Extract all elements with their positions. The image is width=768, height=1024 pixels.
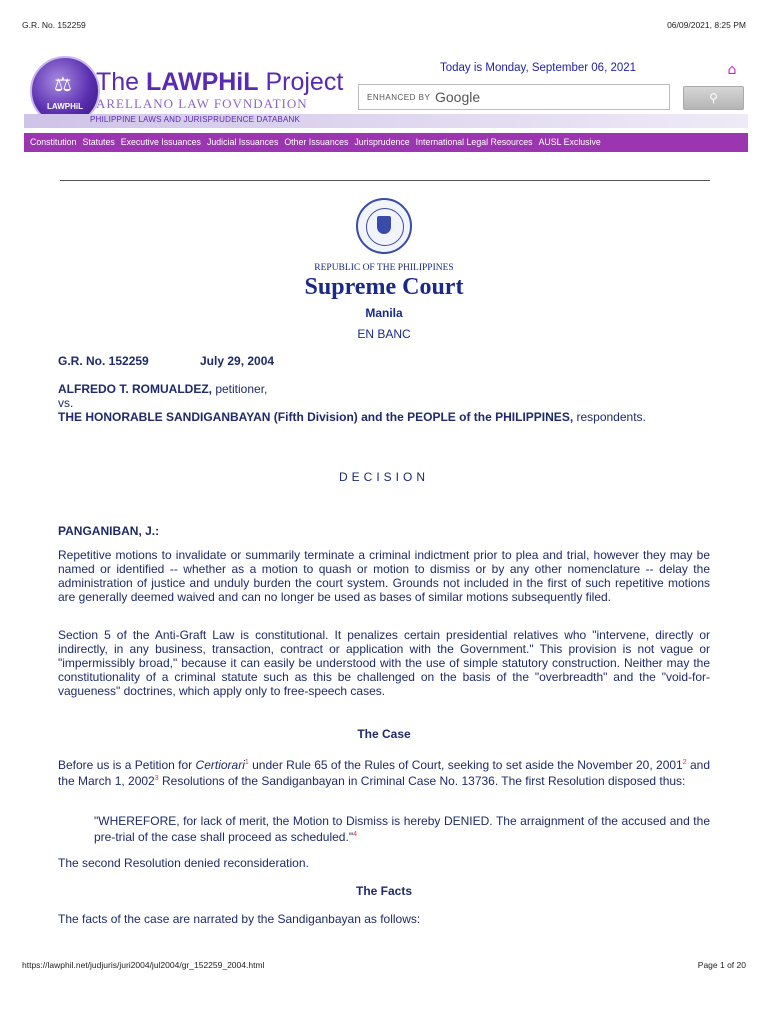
certiorari-term: Certiorari: [195, 758, 245, 772]
paragraph-3: Before us is a Petition for Certiorari$^1$ under Rule 65 of the Rules of Court, seeking to set aside the November 20, 2001$^2$ and the March 1, 2002$^3$ Resolutions of the Sandiganbayan in Criminal Case No. 13736. The first Resolution disposed thus:: [58, 758, 711, 788]
search-icon: ⚲: [709, 91, 718, 105]
google-label: Google: [435, 89, 481, 105]
gr-number: G.R. No. 152259: [58, 354, 149, 368]
footnote-link-2[interactable]: 2: [682, 759, 687, 766]
footnote-link-1[interactable]: 1: [244, 759, 249, 766]
main-nav: [24, 133, 748, 152]
nav-item-statutes[interactable]: Statutes: [82, 137, 115, 147]
republic-heading: REPUBLIC OF THE PHILIPPINES: [314, 263, 454, 273]
nav-item-constitution[interactable]: Constitution: [30, 137, 77, 147]
paragraph-2: Section 5 of the Anti-Graft Law is constitutional. It penalizes certain presidential relatives who "intervene, directly or indirectly, in any business, transaction, contract or application with the Government." This provision is not vague or "impermissibly broad," because it can easily be understood with the use of simple statutory construction. Neither may the constitutionality of a criminal statute such as this be challenged on the basis of the "overbreadth" and the "void-for-vagueness" doctrines, which apply only to free-speech cases.: [58, 628, 710, 698]
paragraph-4: The second Resolution denied reconsideration.: [58, 856, 309, 870]
heading-the-case: The Case: [357, 727, 411, 741]
print-header-datetime: 06/09/2021, 8:25 PM: [667, 20, 746, 30]
site-title[interactable]: The LAWPHiL Project: [96, 68, 344, 96]
tagline-bar: [24, 114, 748, 128]
versus: vs.: [58, 396, 74, 410]
court-city: Manila: [365, 306, 403, 320]
ponente: PANGANIBAN, J.:: [58, 524, 160, 538]
print-footer: [22, 960, 746, 970]
nav-item-other-issuances[interactable]: Other Issuances: [284, 137, 349, 147]
search-input[interactable]: [358, 84, 670, 110]
home-icon[interactable]: ⌂: [727, 62, 737, 78]
court-name: Supreme Court: [304, 274, 464, 300]
case-number-line: [58, 354, 710, 368]
nav-item-ausl-exclusive[interactable]: AUSL Exclusive: [538, 137, 601, 147]
petitioner-name: ALFREDO T. ROMUALDEZ,: [58, 382, 212, 396]
site-foundation: ARELLANO LAW FOVNDATION: [96, 96, 308, 111]
print-footer-page: Page 1 of 20: [697, 960, 746, 970]
paragraph-1: Repetitive motions to invalidate or summarily terminate a criminal indictment prior to plea and trial, however they may be named or identified -- whether as a motion to quash or motion to dismiss or by any other nomenclature -- delay the administration of justice and unduly burden the court system. Grounds not included in the first of such repetitive motions are generally deemed waived and can no longer be used as bases of similar motions subsequently filed.: [58, 548, 710, 604]
supreme-court-seal-icon: [356, 198, 412, 254]
nav-item-judicial-issuances[interactable]: Judicial Issuances: [206, 137, 279, 147]
footnote-link-3[interactable]: 3: [154, 775, 159, 782]
logo-text: LAWPHiL: [47, 102, 83, 111]
heading-the-facts: The Facts: [355, 884, 412, 898]
respondent-role: respondents.: [573, 410, 646, 424]
footnote-link-4[interactable]: 4: [353, 831, 357, 838]
paragraph-5: The facts of the case are narrated by the Sandiganbayan as follows:: [58, 912, 421, 926]
search-button[interactable]: [683, 86, 744, 110]
print-header-title: G.R. No. 152259: [22, 20, 86, 30]
nav-item-jurisprudence[interactable]: Jurisprudence: [354, 137, 410, 147]
court-division: EN BANC: [357, 327, 411, 341]
scales-of-justice-icon: ⚖: [54, 72, 72, 96]
block-quote: "WHEREFORE, for lack of merit, the Motion to Dismiss is hereby DENIED. The arraignment of the accused and the pre-trial of the case shall proceed as scheduled."$^4$: [94, 814, 710, 844]
nav-item-executive-issuances[interactable]: Executive Issuances: [120, 137, 201, 147]
print-footer-url[interactable]: https://lawphil.net/judjuris/juri2004/jul2004/gr_152259_2004.html: [22, 960, 265, 970]
respondent-name: THE HONORABLE SANDIGANBAYAN (Fifth Division) and the PEOPLE of the PHILIPPINES,: [58, 410, 574, 424]
print-header: [22, 20, 746, 30]
decision-date: July 29, 2004: [200, 354, 275, 368]
today-date: Today is Monday, September 06, 2021: [440, 62, 637, 74]
case-parties: [58, 382, 710, 424]
divider: [60, 180, 710, 181]
search-enhanced-label: ENHANCED BY: [367, 93, 431, 102]
petitioner-role: petitioner,: [212, 382, 268, 396]
site-tagline: PHILIPPINE LAWS AND JURISPRUDENCE DATABANK: [90, 115, 301, 124]
decision-title: DECISION: [338, 470, 429, 484]
nav-item-international[interactable]: International Legal Resources: [415, 137, 533, 147]
